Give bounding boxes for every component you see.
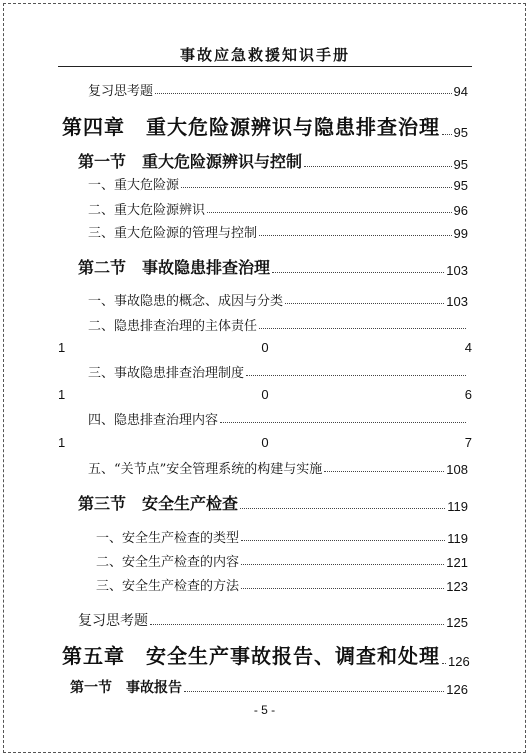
leader-dots	[241, 540, 445, 541]
toc-label: 三、事故隐患排查治理制度	[88, 366, 245, 381]
page-digit: 0	[261, 435, 269, 450]
toc-label: 二、安全生产检查的内容	[96, 555, 240, 570]
toc-entry-ch4-s2-item-4[interactable]	[88, 409, 468, 428]
toc-entry-chapter-4[interactable]	[62, 111, 468, 140]
toc-label: 第四章 重大危险源辨识与隐患排查治理	[62, 115, 440, 139]
leader-dots	[304, 166, 452, 167]
toc-page: 99	[453, 226, 468, 241]
toc-page: 126	[446, 682, 468, 697]
leader-dots	[259, 235, 452, 236]
leader-dots	[155, 93, 452, 94]
page-digit: 1	[58, 435, 66, 450]
wrapped-page-number	[58, 435, 472, 450]
toc-entry-ch4-section-1[interactable]	[78, 149, 468, 172]
toc-label: 四、隐患排查治理内容	[88, 413, 219, 428]
toc-page: 123	[446, 579, 468, 594]
wrapped-page-number	[58, 387, 472, 402]
leader-dots	[150, 624, 444, 625]
toc-label: 五、“关节点”安全管理系统的构建与实施	[88, 462, 323, 477]
wrapped-page-number	[58, 340, 472, 355]
toc-entry-ch4-section-3[interactable]	[78, 491, 468, 514]
toc-entry-ch4-s1-item-2[interactable]	[88, 199, 468, 218]
leader-dots	[272, 272, 444, 273]
toc-page: 119	[447, 531, 468, 546]
page-digit: 4	[464, 340, 472, 355]
toc-page: 95	[453, 125, 468, 140]
leader-dots	[442, 134, 452, 135]
page-digit: 6	[464, 387, 472, 402]
toc-page: 125	[446, 615, 468, 630]
toc-label: 第一节 事故报告	[70, 680, 182, 696]
toc-entry-ch4-s2-item-2[interactable]	[88, 315, 468, 334]
leader-dots	[241, 564, 444, 565]
toc-label: 一、重大危险源	[88, 178, 180, 193]
toc-page: 96	[453, 203, 468, 218]
toc-label: 第三节 安全生产检查	[78, 494, 239, 513]
page-number-footer: - 5 -	[253, 703, 276, 717]
toc-entry-ch4-s3-item-3[interactable]	[96, 575, 468, 594]
page-digit: 0	[261, 387, 269, 402]
toc-label: 复习思考题	[88, 84, 154, 99]
toc-page: 94	[453, 84, 468, 99]
page-digit: 0	[261, 340, 269, 355]
toc-entry-ch4-s1-item-1[interactable]	[88, 174, 468, 193]
running-header: 事故应急救援知识手册	[179, 46, 350, 64]
leader-dots	[207, 212, 452, 213]
leader-dots	[241, 588, 444, 589]
toc-label: 二、重大危险源辨识	[88, 203, 206, 218]
toc-entry-ch4-s2-item-5[interactable]	[88, 458, 468, 477]
leader-dots	[285, 303, 444, 304]
toc-label: 第五章 安全生产事故报告、调查和处理	[62, 644, 440, 668]
leader-dots	[240, 508, 445, 509]
toc-entry-ch4-s1-item-3[interactable]	[88, 222, 468, 241]
page-digit: 1	[58, 340, 66, 355]
leader-dots	[181, 187, 452, 188]
leader-dots	[184, 691, 444, 692]
toc-page: 108	[446, 462, 468, 477]
toc-label: 三、重大危险源的管理与控制	[88, 226, 258, 241]
toc-label: 一、安全生产检查的类型	[96, 531, 240, 546]
header-rule	[58, 66, 472, 67]
leader-dots	[259, 328, 466, 329]
toc-entry-ch4-s2-item-3[interactable]	[88, 362, 468, 381]
toc-page: 103	[446, 294, 468, 309]
page-digit: 7	[464, 435, 472, 450]
toc-page: 95	[453, 178, 468, 193]
toc-label: 复习思考题	[78, 613, 148, 629]
toc-entry-ch4-section-2[interactable]	[78, 255, 468, 278]
toc-page: 95	[453, 157, 468, 172]
toc-entry-ch4-s2-item-1[interactable]	[88, 290, 468, 309]
toc-label: 第二节 事故隐患排查治理	[78, 258, 271, 277]
toc-entry-chapter-5[interactable]	[62, 640, 468, 669]
leader-dots	[324, 471, 444, 472]
leader-dots	[442, 663, 446, 664]
toc-label: 第一节 重大危险源辨识与控制	[78, 152, 303, 171]
toc-entry-ch4-s3-item-1[interactable]	[96, 527, 468, 546]
toc-entry-review-ch4[interactable]	[88, 80, 468, 99]
toc-page: 121	[446, 555, 468, 570]
leader-dots	[246, 375, 466, 376]
toc-page: 103	[446, 263, 468, 278]
toc-entry-ch4-s3-item-2[interactable]	[96, 551, 468, 570]
page-digit: 1	[58, 387, 66, 402]
toc-label: 二、隐患排查治理的主体责任	[88, 319, 258, 334]
toc-entry-ch5-section-1[interactable]	[70, 677, 468, 697]
toc-entry-review-ch4-end[interactable]	[78, 610, 468, 630]
toc-label: 三、安全生产检查的方法	[96, 579, 240, 594]
toc-page: 119	[447, 499, 468, 514]
leader-dots	[220, 422, 466, 423]
toc-label: 一、事故隐患的概念、成因与分类	[88, 294, 284, 309]
toc-page: 126	[448, 654, 470, 669]
